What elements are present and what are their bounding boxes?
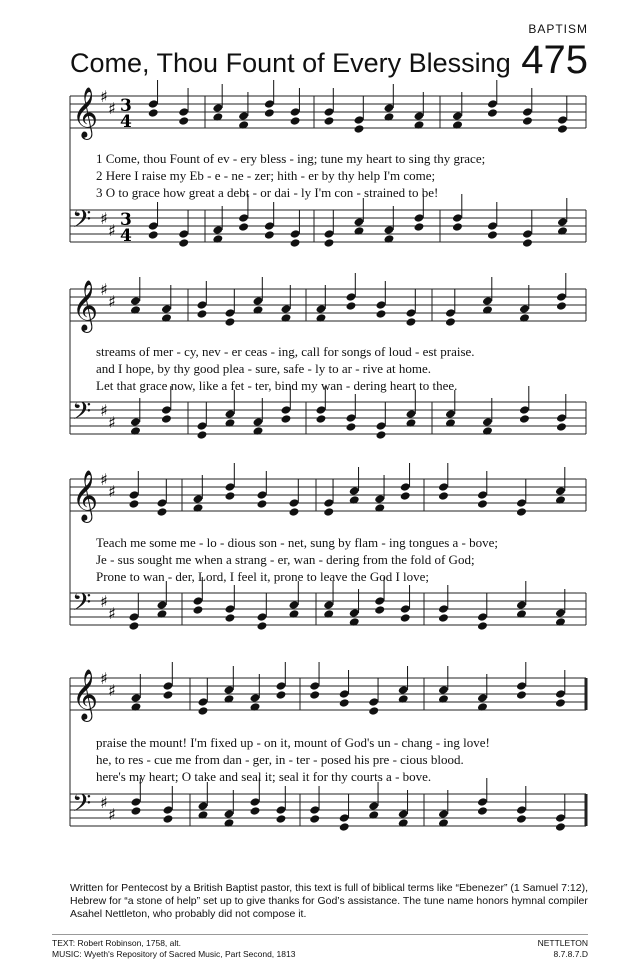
note-head bbox=[376, 430, 387, 440]
note-head bbox=[289, 507, 300, 517]
note-head bbox=[487, 230, 498, 240]
time-signature: 4 bbox=[120, 112, 132, 132]
credits bbox=[52, 938, 295, 960]
note-head bbox=[374, 605, 385, 615]
note-head bbox=[178, 116, 189, 126]
note-head bbox=[519, 414, 530, 424]
sharp-icon: ♯ bbox=[100, 401, 108, 420]
music-credit: MUSIC: Wyeth's Repository of Sacred Music, Part Second, 1813 bbox=[52, 949, 296, 959]
note-head bbox=[557, 124, 568, 134]
note-head bbox=[324, 116, 335, 126]
bass-clef-icon: 𝄢 bbox=[72, 588, 92, 623]
note-head bbox=[316, 414, 327, 424]
note-head bbox=[556, 422, 567, 432]
lyric-line: 1 Come, thou Fount of ev - ery bless - ing; tune my heart to sing thy grace; bbox=[96, 151, 486, 166]
note-head bbox=[516, 507, 527, 517]
tune-name: NETTLETON bbox=[537, 938, 588, 948]
note-head bbox=[178, 238, 189, 248]
note-head bbox=[129, 621, 140, 631]
note-head bbox=[400, 613, 411, 623]
sharp-icon: ♯ bbox=[100, 592, 108, 611]
note-head bbox=[225, 491, 236, 501]
note-head bbox=[354, 124, 365, 134]
note-head bbox=[477, 621, 488, 631]
sharp-icon: ♯ bbox=[100, 280, 108, 299]
note-head bbox=[400, 491, 411, 501]
bass-clef-icon: 𝄢 bbox=[72, 205, 92, 240]
note-head bbox=[522, 238, 533, 248]
treble-clef-icon: 𝄞 bbox=[72, 87, 99, 138]
note-head bbox=[264, 230, 275, 240]
note-head bbox=[163, 690, 174, 700]
lyric-line: he, to res - cue me from dan - ger, in - ter - posed his pre - cious blood. bbox=[96, 752, 464, 767]
note-head bbox=[452, 222, 463, 232]
note-head bbox=[276, 814, 287, 824]
note-head bbox=[281, 414, 292, 424]
note-head bbox=[257, 499, 268, 509]
lyric-line: Teach me some me - lo - dious son - net, sung by flam - ing tongues a - bove; bbox=[96, 535, 499, 550]
time-signature: 4 bbox=[120, 226, 132, 246]
sharp-icon: ♯ bbox=[100, 87, 108, 106]
sharp-icon: ♯ bbox=[100, 793, 108, 812]
note-head bbox=[276, 690, 287, 700]
note-head bbox=[406, 317, 417, 327]
note-head bbox=[346, 422, 357, 432]
sharp-icon: ♯ bbox=[108, 482, 116, 501]
note-head bbox=[323, 507, 334, 517]
note-head bbox=[290, 238, 301, 248]
note-head bbox=[522, 116, 533, 126]
divider bbox=[52, 934, 588, 935]
note-head bbox=[309, 690, 320, 700]
lyric-line: praise the mount! I'm fixed up - on it, mount of God's un - chang - ing love! bbox=[96, 735, 490, 750]
note-head bbox=[197, 309, 208, 319]
note-head bbox=[414, 222, 425, 232]
tune-info bbox=[538, 938, 588, 960]
time-signature: 3 bbox=[120, 210, 132, 230]
note-head bbox=[225, 317, 236, 327]
note-head bbox=[555, 698, 566, 708]
lyric-line: here's my heart; O take and seal it; seal it for thy courts a - bove. bbox=[96, 769, 432, 784]
sharp-icon: ♯ bbox=[108, 805, 116, 824]
text-credit: TEXT: Robert Robinson, 1758, alt. bbox=[52, 938, 181, 948]
note-head bbox=[339, 698, 350, 708]
bass-clef-icon: 𝄢 bbox=[72, 397, 92, 432]
note-head bbox=[516, 814, 527, 824]
lyrics-system-4 bbox=[96, 734, 596, 785]
note-head bbox=[309, 814, 320, 824]
lyric-line: 2 Here I raise my Eb - e - ne - zer; hith - er by thy help I'm come; bbox=[96, 168, 436, 183]
sharp-icon: ♯ bbox=[100, 209, 108, 228]
note-head bbox=[148, 230, 159, 240]
note-head bbox=[368, 706, 379, 716]
lyric-line: Je - sus sought me when a strang - er, wan - dering from the fold of God; bbox=[96, 552, 475, 567]
bass-clef-icon: 𝄢 bbox=[72, 789, 92, 824]
sharp-icon: ♯ bbox=[108, 604, 116, 623]
note-head bbox=[516, 690, 527, 700]
lyric-line: and I hope, by thy good plea - sure, safe - ly to ar - rive at home. bbox=[96, 361, 432, 376]
note-head bbox=[161, 414, 172, 424]
note-head bbox=[238, 222, 249, 232]
note-head bbox=[197, 430, 208, 440]
note-head bbox=[131, 806, 142, 816]
category-label: BAPTISM bbox=[528, 22, 588, 36]
note-head bbox=[157, 507, 168, 517]
note-head bbox=[163, 814, 174, 824]
sharp-icon: ♯ bbox=[108, 681, 116, 700]
sharp-icon: ♯ bbox=[108, 292, 116, 311]
note-head bbox=[438, 613, 449, 623]
time-signature: 3 bbox=[120, 96, 132, 116]
note-head bbox=[438, 491, 449, 501]
lyrics-system-3 bbox=[96, 534, 596, 585]
lyric-line: Prone to wan - der, Lord, I feel it, prone to leave the God I love; bbox=[96, 569, 430, 584]
lyrics-system-1 bbox=[96, 150, 596, 201]
treble-clef-icon: 𝄞 bbox=[72, 280, 99, 331]
sharp-icon: ♯ bbox=[108, 221, 116, 240]
lyric-line: 3 O to grace how great a debt - or dai - ly I'm con - strained to be! bbox=[96, 185, 439, 200]
treble-clef-icon: 𝄞 bbox=[72, 470, 99, 521]
lyric-line: streams of mer - cy, nev - er ceas - ing, call for songs of loud - est praise. bbox=[96, 344, 475, 359]
lyrics-system-2 bbox=[96, 343, 596, 394]
note-head bbox=[555, 822, 566, 832]
meter: 8.7.8.7.D bbox=[553, 949, 588, 959]
note-head bbox=[445, 317, 456, 327]
hymn-title: Come, Thou Fount of Every Blessing bbox=[70, 48, 511, 78]
note-head bbox=[198, 706, 209, 716]
note-head bbox=[193, 605, 204, 615]
note-head bbox=[477, 499, 488, 509]
sharp-icon: ♯ bbox=[108, 413, 116, 432]
treble-clef-icon: 𝄞 bbox=[72, 669, 99, 720]
note-head bbox=[250, 806, 261, 816]
note-head bbox=[129, 499, 140, 509]
note-head bbox=[339, 822, 350, 832]
note-head bbox=[257, 621, 268, 631]
note-head bbox=[487, 108, 498, 118]
sharp-icon: ♯ bbox=[108, 99, 116, 118]
note-head bbox=[346, 301, 357, 311]
note-head bbox=[556, 301, 567, 311]
note-head bbox=[324, 238, 335, 248]
note-head bbox=[148, 108, 159, 118]
lyric-line: Let that grace now, like a fet - ter, bind my wan - dering heart to thee. bbox=[96, 378, 458, 393]
sharp-icon: ♯ bbox=[100, 470, 108, 489]
note-head bbox=[225, 613, 236, 623]
note-head bbox=[264, 108, 275, 118]
hymn-footnote: Written for Pentecost by a British Baptist pastor, this text is full of biblical terms like “Ebenezer” (1 Samuel 7:12), Hebrew for “a stone of help” set up to give thanks for God’s assistance. The tune name honors hymnal compiler Asahel Nettleton, who probably did not compose it. bbox=[70, 882, 589, 920]
note-head bbox=[290, 116, 301, 126]
note-head bbox=[477, 806, 488, 816]
note-head bbox=[376, 309, 387, 319]
sharp-icon: ♯ bbox=[100, 669, 108, 688]
hymn-number: 475 bbox=[521, 38, 588, 82]
